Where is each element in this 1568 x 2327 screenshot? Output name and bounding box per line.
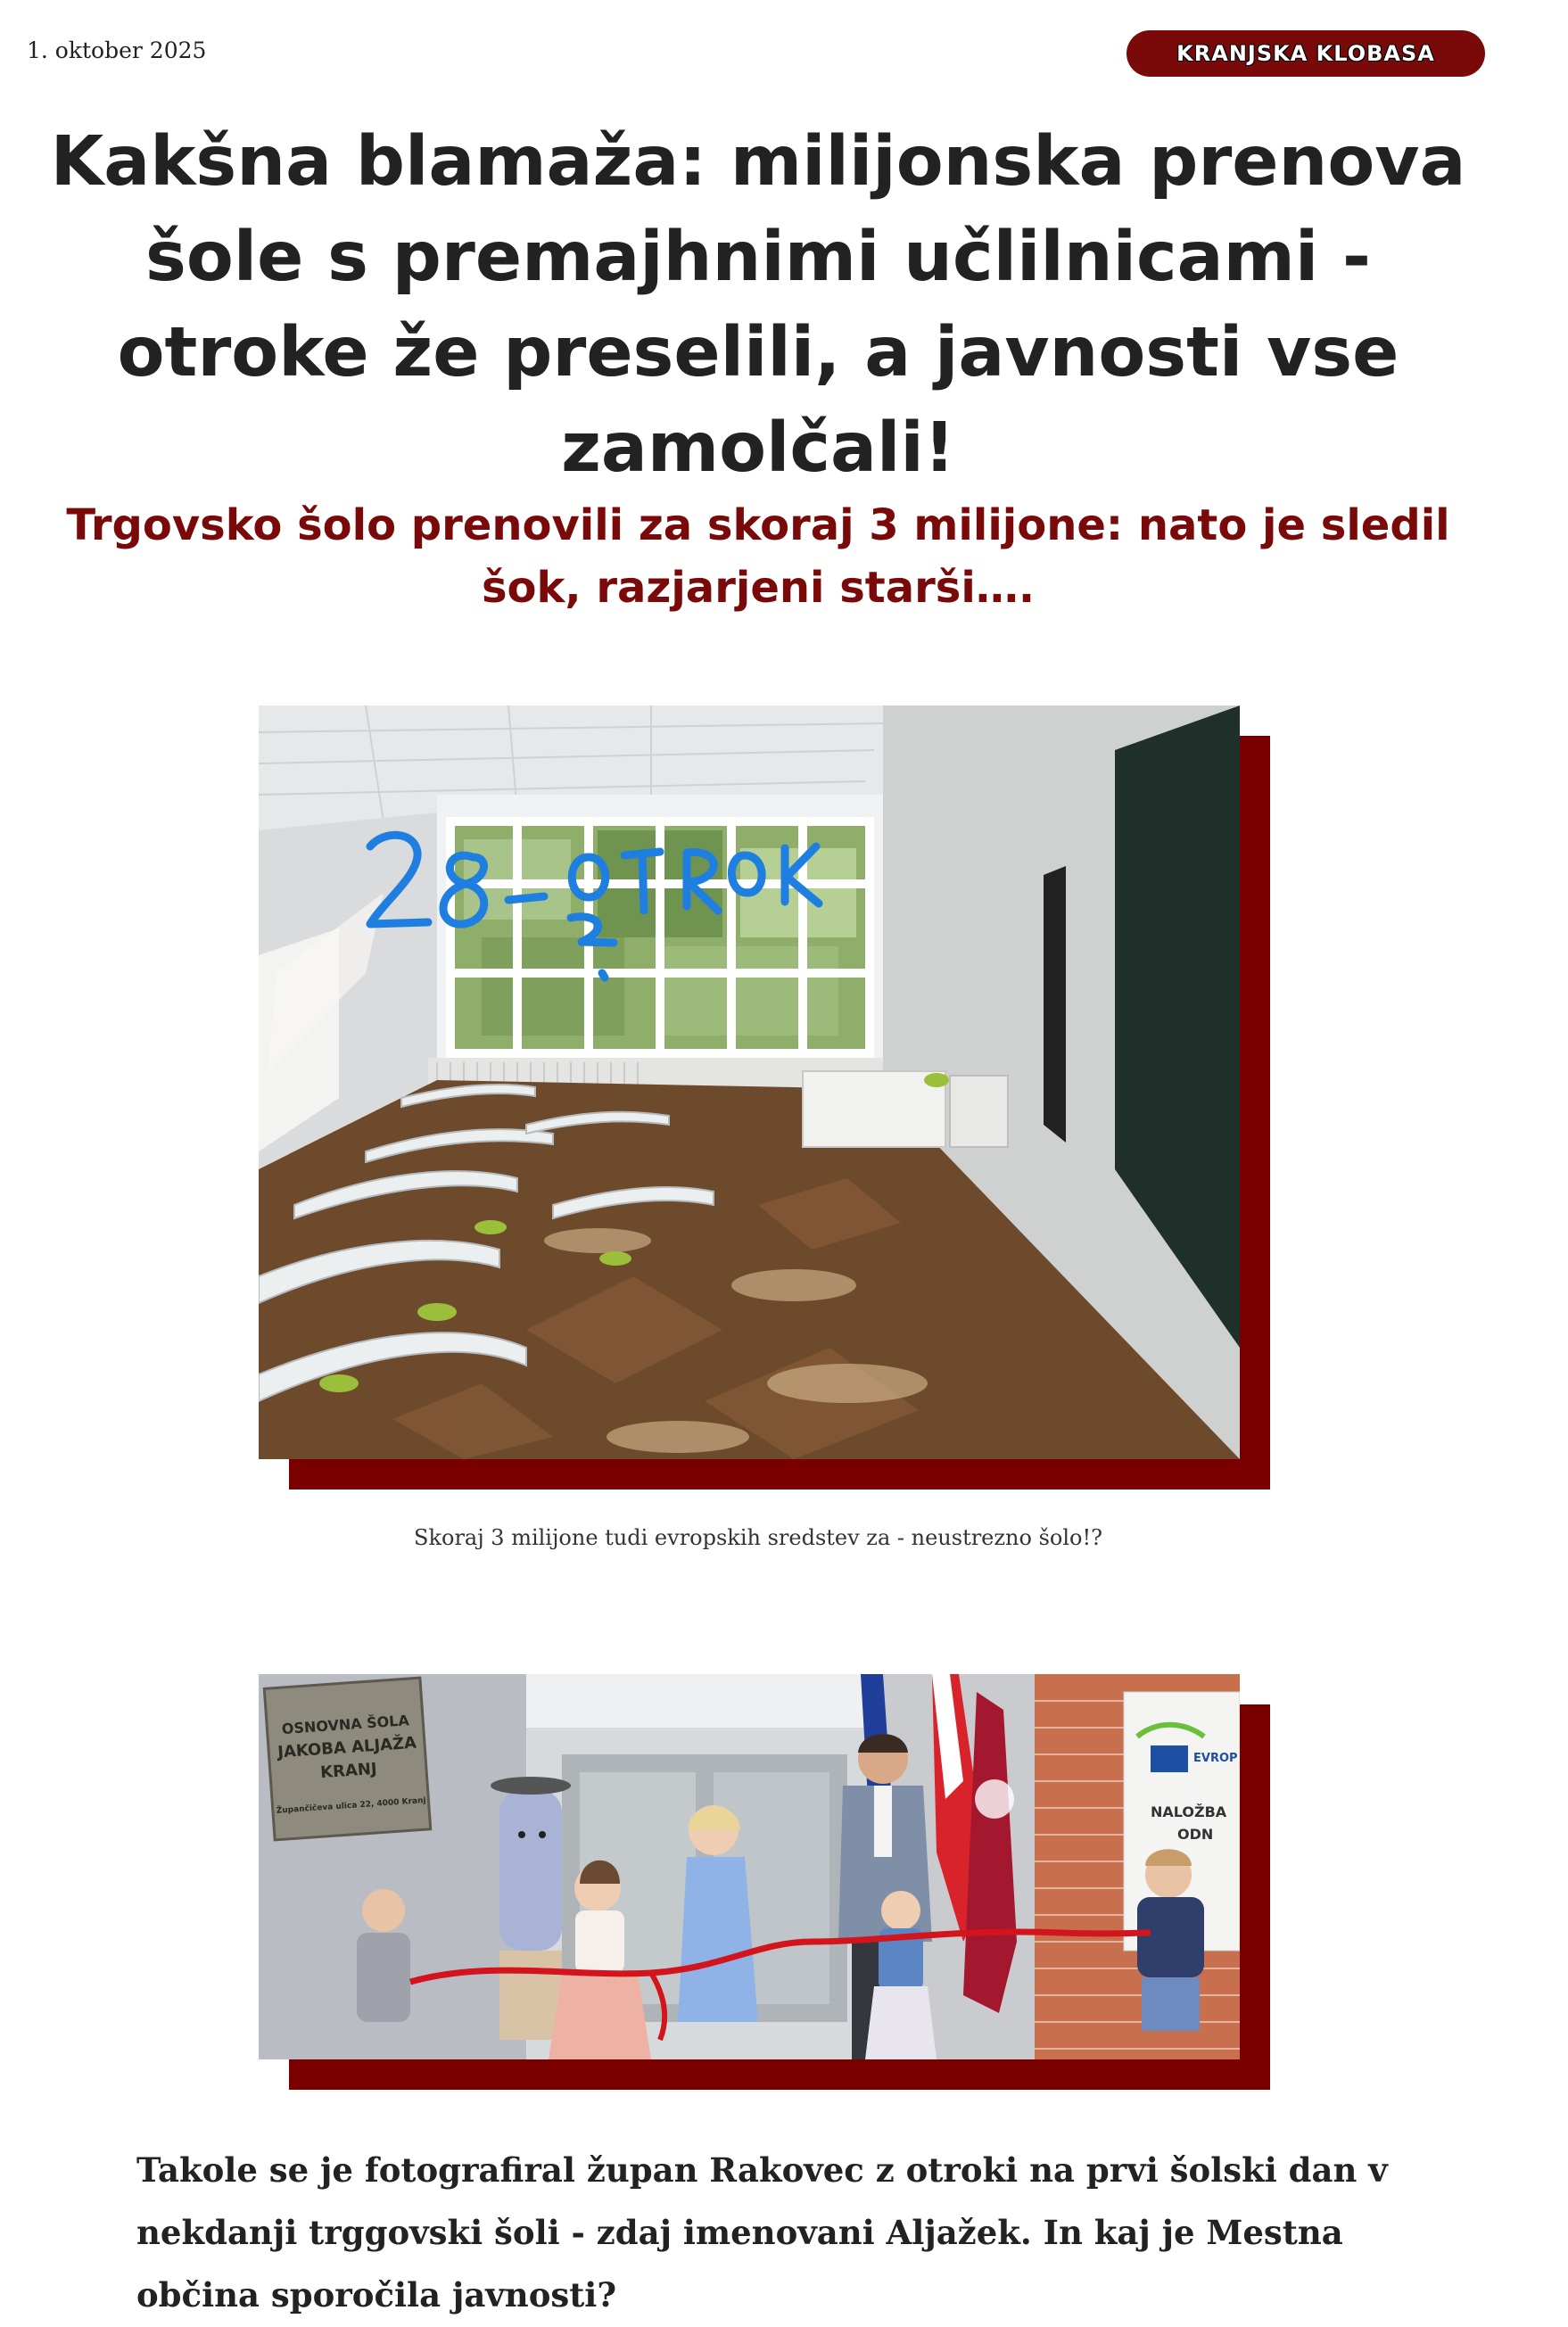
eu-poster-text: ODN: [1177, 1826, 1214, 1843]
article-subheadline: Trgovsko šolo prenovili za skoraj 3 milijone: nato je sledil šok, razjarjeni starši….: [66, 500, 1450, 613]
ribbon-cutting-photo: [259, 1674, 1240, 2059]
category-tag[interactable]: KRANJSKA KLOBASA: [1126, 30, 1485, 77]
school-sign-text: KRANJ: [319, 1759, 378, 1783]
article-body-paragraph: Takole se je fotografiral župan Rakovec z otroki na prvi šolski dan v nekdanji trggovski šoli - zdaj imenovani Aljažek. In kaj je Mestna občina sporočila javnosti?: [136, 2150, 1388, 2315]
article-headline: Kakšna blamaža: milijonska prenova šole s premajhnimi učlilnicami - otroke že preselili, a javnosti vse zamolčali!: [50, 122, 1466, 488]
classroom-photo: [259, 706, 1240, 1459]
school-sign-text: Župančičeva ulica 22, 4000 Kranj: [276, 1796, 426, 1816]
school-sign-text: OSNOVNA ŠOLA: [281, 1712, 410, 1738]
publish-date: 1. oktober 2025: [27, 37, 207, 63]
eu-poster-text: EVROP: [1193, 1752, 1238, 1765]
school-sign-text: JAKOBA ALJAŽA: [276, 1733, 417, 1762]
image-caption: Skoraj 3 milijone tudi evropskih sredstev za - neustrezno šolo!?: [414, 1525, 1102, 1550]
eu-poster-text: NALOŽBA: [1151, 1803, 1227, 1820]
